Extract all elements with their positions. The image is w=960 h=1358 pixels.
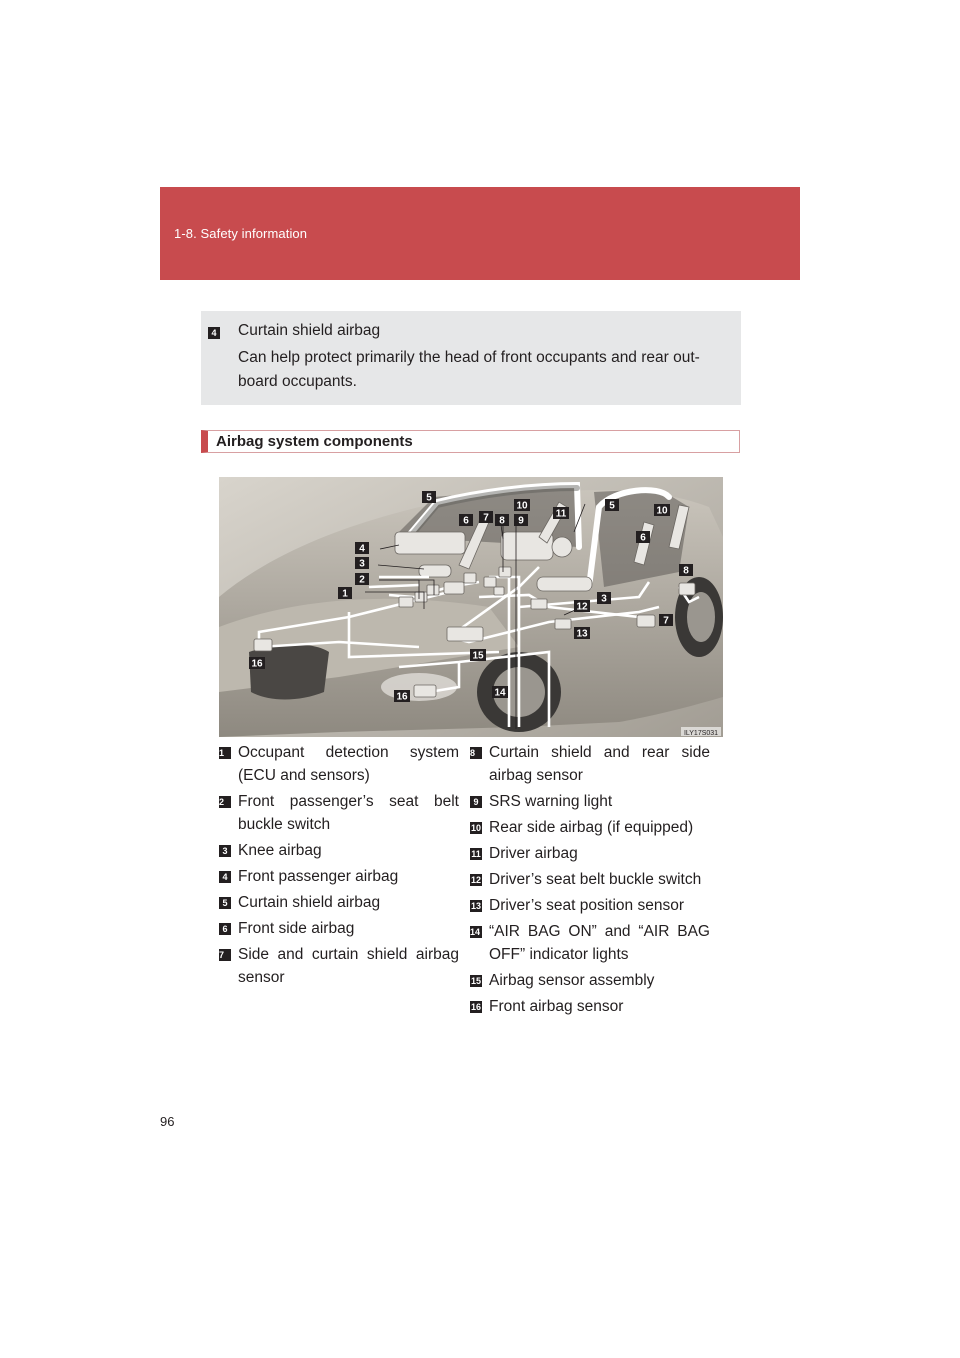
svg-text:8: 8 xyxy=(683,565,689,577)
callout-7-rear xyxy=(659,614,673,627)
legend-item xyxy=(219,891,459,914)
callout-9 xyxy=(514,514,528,527)
legend-text: Driver’s seat position sensor xyxy=(489,897,684,914)
car-airbag-diagram xyxy=(219,477,723,737)
callout-2 xyxy=(355,573,369,586)
callout-11 xyxy=(553,507,569,520)
svg-text:16: 16 xyxy=(396,691,408,703)
svg-text:10: 10 xyxy=(516,500,528,512)
legend-badge: 4 xyxy=(219,871,231,883)
legend-badge: 12 xyxy=(470,875,481,885)
callout-13 xyxy=(574,627,590,640)
svg-text:9: 9 xyxy=(518,515,524,527)
legend-badge: 9 xyxy=(470,796,482,808)
legend-badge: 13 xyxy=(470,901,481,911)
legend-badge: 3 xyxy=(219,845,231,857)
legend-badge: 14 xyxy=(470,927,481,937)
callout-6 xyxy=(459,514,473,527)
legend-text: Knee airbag xyxy=(238,842,322,859)
svg-text:3: 3 xyxy=(359,558,365,570)
legend-badge: 1 xyxy=(219,747,231,759)
airbag-components-figure xyxy=(219,477,723,737)
legend-item xyxy=(470,995,710,1018)
svg-text:6: 6 xyxy=(640,532,646,544)
svg-text:6: 6 xyxy=(463,515,469,527)
legend-text: Rear side airbag (if equipped) xyxy=(489,819,694,836)
svg-text:8: 8 xyxy=(499,515,505,527)
legend-text: Driver’s seat belt buckle switch xyxy=(489,871,702,888)
legend-badge: 6 xyxy=(219,923,231,935)
legend-text: Occupant detection system (ECU and sensors) xyxy=(238,744,459,784)
svg-text:12: 12 xyxy=(576,601,588,613)
legend-text: Airbag sensor assembly xyxy=(489,972,655,989)
legend-item xyxy=(219,839,459,862)
legend-text: Front side airbag xyxy=(238,920,355,937)
legend-item xyxy=(219,741,459,787)
callout-16-left xyxy=(249,657,265,670)
callout-12 xyxy=(574,600,590,613)
callout-1 xyxy=(338,587,352,600)
callout-6-rear xyxy=(636,531,650,544)
legend-item xyxy=(470,868,710,891)
svg-text:5: 5 xyxy=(426,492,432,504)
callout-10 xyxy=(514,499,530,512)
legend-text: Side and curtain shield airbag sensor xyxy=(238,946,459,986)
svg-text:ILY17S031: ILY17S031 xyxy=(683,730,719,737)
section-heading-bar xyxy=(201,430,740,453)
svg-text:15: 15 xyxy=(472,650,484,662)
note-title: Curtain shield airbag xyxy=(238,322,381,339)
legend-badge: 11 xyxy=(471,849,481,859)
car-grille xyxy=(249,645,329,700)
legend-text: Front passenger airbag xyxy=(238,868,399,885)
callout-5 xyxy=(422,491,436,504)
callout-10-rear xyxy=(654,504,670,517)
svg-text:3: 3 xyxy=(601,593,607,605)
callout-8-rear xyxy=(679,564,693,577)
svg-text:13: 13 xyxy=(576,628,588,640)
legend-item xyxy=(470,894,710,917)
legend-item xyxy=(219,790,459,836)
legend-item xyxy=(219,917,459,940)
callout-8 xyxy=(495,514,509,527)
legend-badge: 10 xyxy=(470,823,481,833)
svg-text:10: 10 xyxy=(656,505,668,517)
legend-badge: 2 xyxy=(219,796,231,808)
legend-badge: 16 xyxy=(470,1002,481,1012)
legend-badge: 7 xyxy=(219,949,231,961)
svg-text:7: 7 xyxy=(663,615,669,627)
legend-item xyxy=(470,741,710,787)
legend-right-column xyxy=(470,741,710,1021)
callout-15 xyxy=(470,649,486,662)
legend-text: Front passenger’s seat belt buckle switch xyxy=(238,793,459,833)
legend-text: SRS warning light xyxy=(489,793,613,810)
legend-badge: 5 xyxy=(219,897,231,909)
legend-badge: 8 xyxy=(470,747,482,759)
curtain-shield-note xyxy=(201,311,741,405)
note-body: Can help protect primarily the head of front occupants and rear out-board occupants. xyxy=(238,349,700,390)
callout-4 xyxy=(355,542,369,555)
svg-text:1: 1 xyxy=(342,588,348,600)
legend-badge: 15 xyxy=(470,976,481,986)
legend-item xyxy=(470,920,710,966)
legend-left-column xyxy=(219,741,459,992)
callout-3-right xyxy=(597,592,611,605)
svg-text:14: 14 xyxy=(494,687,506,699)
callout-3 xyxy=(355,557,369,570)
legend-item xyxy=(470,842,710,865)
figure-id xyxy=(681,727,721,737)
legend-item xyxy=(219,943,459,989)
legend-text: Curtain shield and rear side airbag sensor xyxy=(489,744,710,784)
callout-14 xyxy=(492,686,508,699)
callout-7 xyxy=(479,511,493,524)
section-title: Airbag system components xyxy=(216,433,413,450)
legend-text: “AIR BAG ON” and “AIR BAG OFF” indicator lights xyxy=(489,923,710,963)
legend-item xyxy=(470,969,710,992)
svg-text:2: 2 xyxy=(359,574,365,586)
note-badge: 4 xyxy=(208,327,220,339)
legend-item xyxy=(470,790,710,813)
svg-text:4: 4 xyxy=(359,543,365,555)
svg-text:16: 16 xyxy=(251,658,263,670)
legend-text: Front airbag sensor xyxy=(489,998,624,1015)
legend-text: Curtain shield airbag xyxy=(238,894,381,911)
legend-item xyxy=(470,816,710,839)
callout-5-rear xyxy=(605,499,619,512)
legend-item xyxy=(219,865,459,888)
callout-16-bottom xyxy=(394,690,410,703)
section-header-label: 1-8. Safety information xyxy=(174,226,308,241)
section-header-bar xyxy=(160,187,800,280)
svg-text:5: 5 xyxy=(609,500,615,512)
svg-text:11: 11 xyxy=(555,508,567,520)
legend-text: Driver airbag xyxy=(489,845,578,862)
svg-text:7: 7 xyxy=(483,512,489,524)
page-number: 96 xyxy=(160,1114,175,1129)
